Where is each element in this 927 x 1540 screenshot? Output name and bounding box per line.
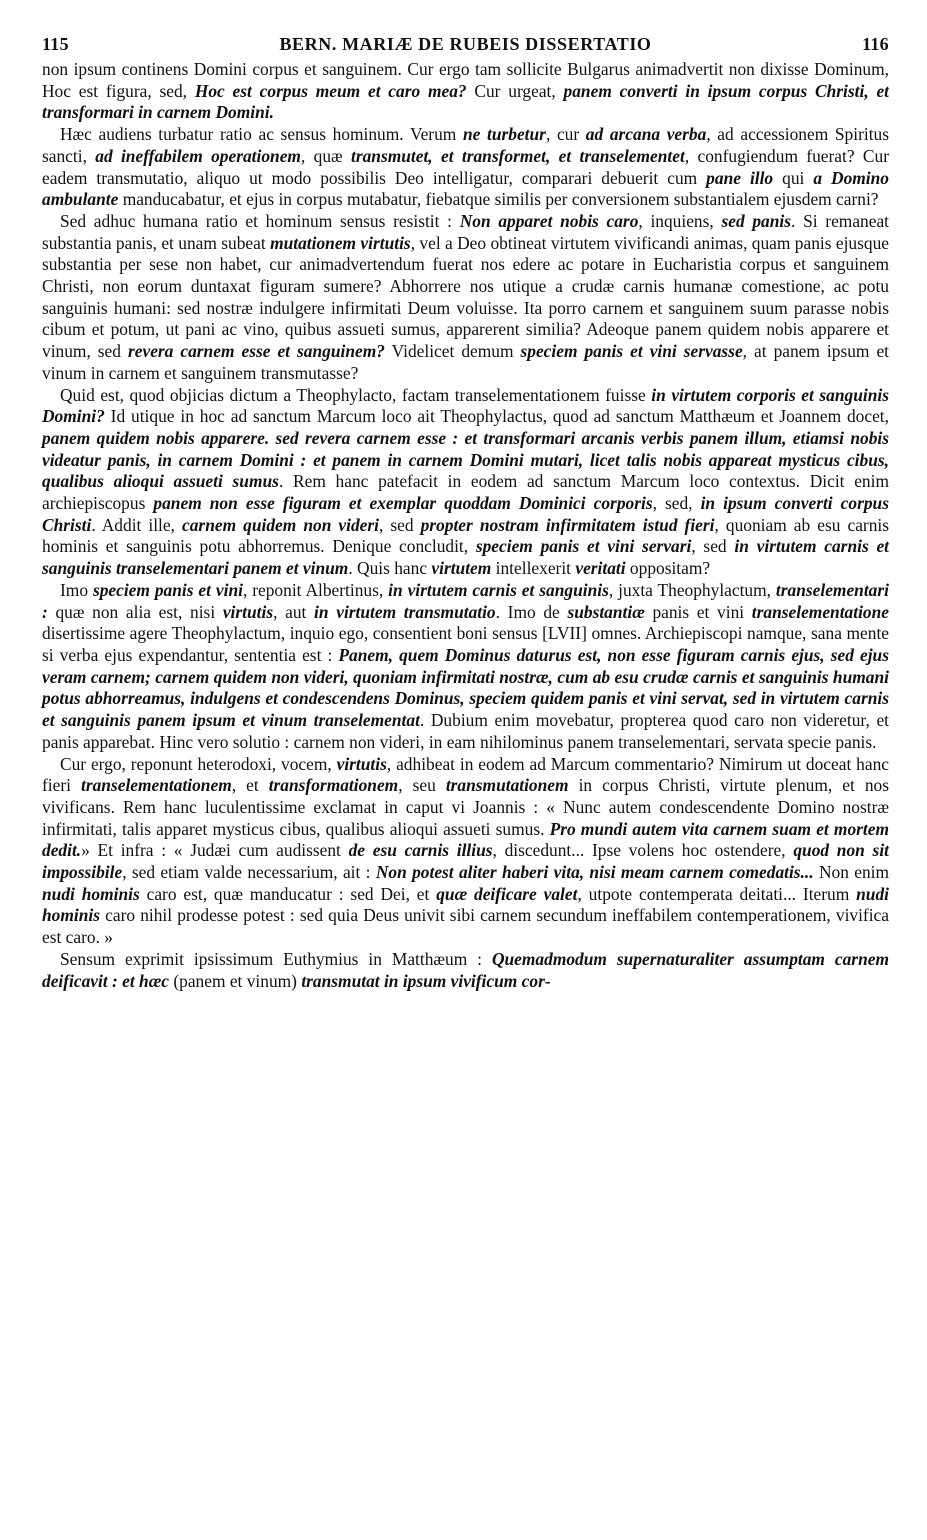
- text-run: . Dubium enim movebatur, propterea quod caro non videretur, et panis apparebat. Hinc vero solutio : carnem non videri, in eam nihilominus panem transelementari, servata specie panis.: [42, 710, 889, 752]
- italic-run: nudi hominis: [42, 883, 889, 926]
- paragraph: [42, 949, 889, 992]
- italic-run: transformationem: [268, 775, 399, 796]
- text-run: , at panem ipsum et vinum in carnem et sanguinem transmutasse?: [42, 341, 889, 383]
- italic-run: substantiæ: [567, 601, 645, 622]
- text-run: Non enim: [813, 862, 890, 883]
- text-run: » Et infra : « Judæi cum audissent: [81, 840, 349, 861]
- paragraph: [42, 124, 889, 211]
- page-number-right: 116: [862, 34, 889, 54]
- italic-run: mutationem virtutis: [270, 232, 411, 253]
- text-run: , reponit Albertinus,: [242, 579, 389, 600]
- text-run: , quæ: [300, 145, 351, 166]
- italic-run: revera carnem esse et sanguinem?: [127, 341, 385, 362]
- italic-run: Panem, quem Dominus daturus est, non esse figuram carnis ejus, sed ejus veram carnem; carnem quidem non videri, quoniam infirmitati nostræ, cum ab esu crudæ carnis et sanguinis humani potus abhorreamus, indulgens et condescendens Dominus, speciem quidem panis et vini servat, sed in virtutem carnis et sanguinis panem ipsum et vinum transelementat: [42, 644, 889, 731]
- text-run: caro nihil prodesse potest : sed quia Deus univit sibi carnem secundum ineffabilem contemperationem, vivifica est caro. »: [42, 905, 889, 948]
- italic-run: propter nostram infirmitatem istud fieri: [420, 514, 715, 535]
- italic-run: speciem panis et vini: [92, 579, 243, 600]
- text-run: disertissime agere Theophylactum, inquio ego, consentient boni sensus [LVII] omnes. Archiepiscopi namque, sana mente si verba ejus expendantur, sententia est :: [42, 623, 889, 665]
- italic-run: quæ deificare valet: [436, 883, 578, 904]
- italic-run: panem non esse figuram et exemplar quoddam Dominici corporis: [153, 493, 653, 514]
- italic-run: Quemadmodum supernaturaliter assumptam carnem deificavit : et hæc: [42, 948, 889, 991]
- text-run: Cur ergo, reponunt heterodoxi, vocem,: [60, 753, 337, 774]
- text-run: Cur urgeat,: [466, 80, 564, 101]
- body-text: [42, 59, 889, 992]
- text-run: oppositam?: [625, 558, 711, 579]
- italic-run: Non apparet nobis caro: [459, 210, 639, 231]
- italic-run: virtutis: [222, 601, 274, 622]
- text-run: Hæc audiens turbatur ratio ac sensus hominum. Verum: [60, 124, 463, 145]
- italic-run: de esu carnis illius: [348, 840, 493, 861]
- italic-run: carnem quidem non videri: [182, 514, 379, 535]
- italic-run: transelementatione: [751, 601, 889, 622]
- text-run: . Addit ille,: [91, 514, 183, 535]
- italic-run: Pro mundi autem vita carnem suam et mortem dedit.: [42, 818, 889, 861]
- italic-run: virtutem: [431, 558, 492, 579]
- page-number-left: 115: [42, 34, 69, 54]
- text-run: , seu: [398, 775, 446, 796]
- text-run: , discedunt... Ipse volens hoc ostendere,: [492, 840, 794, 861]
- text-run: panis et vini: [644, 601, 752, 622]
- italic-run: panem quidem nobis apparere. sed revera carnem esse : et transformari arcanis verbis panem illum, etiamsi nobis videatur panis, in carnem Domini : et panem in carnem Domini mutari, licet talis nobis appareat mysticus cibus, qualibus alioqui assueti sumus: [42, 427, 889, 492]
- text-run: , inquiens,: [638, 210, 722, 231]
- text-run: (panem et vinum): [169, 970, 302, 991]
- text-run: Videlicet demum: [384, 341, 521, 362]
- italic-run: veritati: [575, 558, 626, 579]
- text-run: , confugiendum fuerat? Cur eadem transmutatio, aliquo ut modo possibilis Deo intelligatur, comparari debuerit cum: [42, 145, 889, 188]
- italic-run: ne turbetur: [462, 124, 546, 145]
- italic-run: transmutationem: [445, 775, 569, 796]
- text-run: Sed adhuc humana ratio et hominum sensus resistit :: [60, 210, 460, 231]
- text-run: quæ non alia est, nisi: [47, 601, 223, 622]
- italic-run: nudi hominis: [42, 883, 140, 904]
- text-run: Id utique in hoc ad sanctum Marcum loco ait Theophylactus, quod ad sanctum Matthæum et Joannem docet,: [104, 406, 889, 427]
- text-run: . Si remaneat substantia panis, et unam subeat: [42, 210, 889, 253]
- running-head: [42, 34, 889, 55]
- italic-run: virtutis: [336, 753, 387, 774]
- text-run: manducabatur, et ejus in corpus mutabatur, fiebatque similis per conversionem substantialem ejusdem carni?: [118, 189, 879, 210]
- text-run: . Imo de: [495, 601, 568, 622]
- italic-run: ad arcana verba: [585, 124, 707, 145]
- italic-run: a Domino ambulante: [42, 167, 890, 210]
- text-run: Imo: [60, 579, 93, 600]
- text-run: , sed,: [652, 493, 701, 514]
- running-title: BERN. MARIÆ DE RUBEIS DISSERTATIO: [279, 34, 652, 54]
- italic-run: quod non sit impossibile: [42, 840, 889, 883]
- paragraph: [42, 754, 889, 949]
- text-run: , cur: [545, 124, 586, 145]
- text-run: , utpote contemperata deitati... Iterum: [577, 883, 857, 904]
- paragraph: [42, 211, 889, 385]
- text-run: , vel a Deo obtineat virtutem vivificandi animas, quam panis ejusque substantia per sese non habet, cur animadvertendum fuerat nos edere ac potare in Eucharistia corpus et sanguinem Christi, non eorum duntaxat figuram sumere? Abhorrere nos utique a crudæ carnis humanæ comestione, ac potu sanguinis humani: sed nostræ indulgere infirmitati Deum voluisse. Ita porro carnem et sanguinem suum parasse nobis cibum et potum, ut pani ac vino, quibus assueti sumus, apparerent similia? Adeoque panem quidem nobis apparere et vinum, sed: [42, 232, 889, 362]
- italic-run: Non potest aliter haberi vita, nisi meam carnem comedatis...: [375, 862, 814, 883]
- italic-run: in virtutem carnis et sanguinis: [388, 579, 609, 600]
- paragraph: [42, 59, 889, 124]
- italic-run: speciem panis et vini servasse: [520, 341, 743, 362]
- italic-run: ad ineffabilem operationem: [95, 145, 301, 166]
- text-run: , sed: [691, 536, 735, 557]
- italic-run: speciem panis et vini servari: [475, 536, 692, 557]
- text-run: , sed: [378, 514, 421, 535]
- text-run: Sensum exprimit ipsissimum Euthymius in Matthæum :: [60, 948, 492, 969]
- italic-run: transmutet, et transformet, et transelementet: [350, 145, 685, 166]
- text-run: , adhibeat in eodem ad Marcum commentario? Nimirum ut doceat hanc fieri: [42, 753, 889, 796]
- text-run: . Rem hanc patefacit in eodem ad sanctum Marcum loco contextus. Dicit enim archiepiscopus: [42, 471, 889, 514]
- text-run: Quid est, quod objicias dictum a Theophylacto, factam transelementationem fuisse: [60, 384, 652, 405]
- paragraph: [42, 385, 889, 580]
- italic-run: transelementationem: [81, 775, 232, 796]
- text-run: , ad accessionem Spiritus sancti,: [42, 124, 889, 166]
- italic-run: in virtutem transmutatio: [314, 601, 496, 622]
- text-run: caro est, quæ manducatur : sed Dei, et: [139, 883, 437, 904]
- italic-run: transmutat in ipsum vivificum cor-: [301, 970, 551, 991]
- italic-run: in virtutem carnis et sanguinis transelementari panem et vinum: [42, 536, 890, 579]
- text-run: , aut: [273, 601, 315, 622]
- text-run: , quoniam ab esu carnis hominis et sanguinis potu abhorremus. Denique concludit,: [42, 514, 890, 557]
- italic-run: in virtutem corporis et sanguinis Domini?: [42, 384, 889, 427]
- italic-run: Hoc est corpus meum et caro mea?: [194, 80, 467, 101]
- text-run: intellexerit: [491, 558, 576, 579]
- paragraph: [42, 580, 889, 754]
- text-run: , juxta Theophylactum,: [608, 579, 776, 600]
- text-run: . Quis hanc: [348, 558, 432, 579]
- text-run: in corpus Christi, virtute plenum, et nos vivificans. Rem hanc luculentissime exclamat in caput vi Joannis : « Nunc autem condescendente Domino nostræ infirmitati, talis apparet mysticus cibus, qualibus alioqui assueti sumus.: [42, 775, 890, 839]
- italic-run: sed panis: [721, 210, 792, 231]
- text-run: , et: [231, 775, 269, 796]
- italic-run: transelementari :: [42, 579, 889, 622]
- text-run: , sed etiam valde necessarium, ait :: [122, 862, 376, 883]
- italic-run: panem converti in ipsum corpus Christi, et transformari in carnem Domini.: [42, 80, 889, 123]
- italic-run: in ipsum converti corpus Christi: [42, 493, 889, 535]
- italic-run: pane illo: [706, 167, 774, 188]
- text-run: non ipsum continens Domini corpus et sanguinem. Cur ergo tam sollicite Bulgarus animadvertit non dixisse Dominum, Hoc est figura, sed,: [42, 59, 889, 101]
- text-run: qui: [773, 167, 814, 188]
